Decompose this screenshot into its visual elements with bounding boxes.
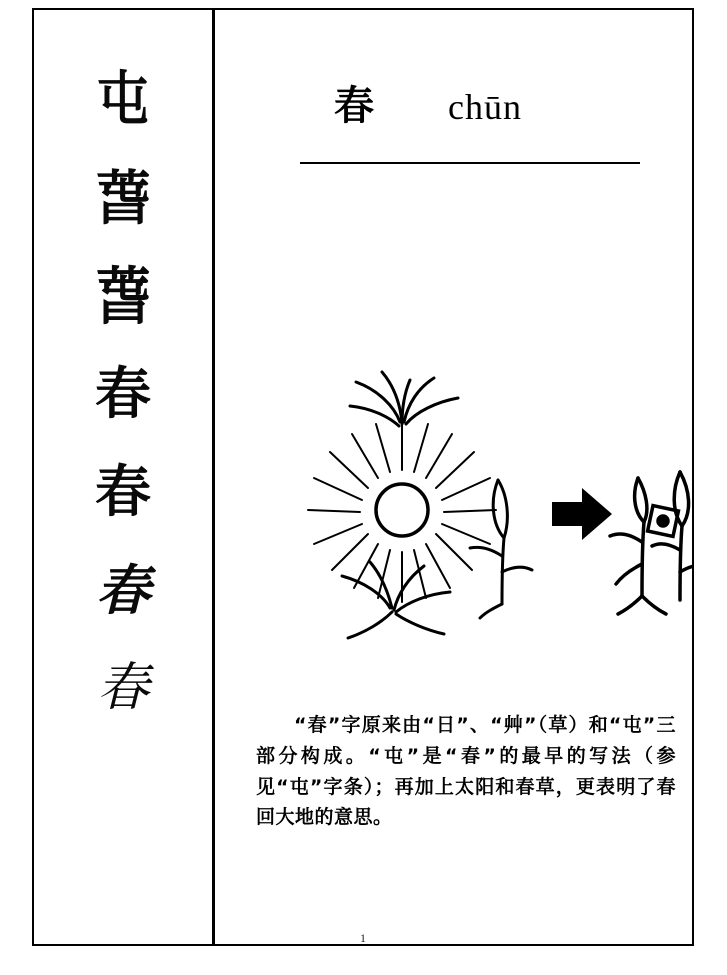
oracle-graph-chun — [610, 472, 692, 614]
script-evolution-column — [34, 10, 212, 944]
sun-rays — [308, 420, 496, 602]
script-form-oracle: 屯 — [96, 65, 149, 134]
right-arrow — [552, 488, 612, 540]
script-form-clerical: 春 — [95, 361, 151, 427]
sprout — [470, 480, 532, 618]
dictionary-page — [32, 8, 694, 946]
headword-underline — [300, 162, 640, 164]
headword-row — [216, 82, 692, 129]
etymology-note: “春”字原来由“日”、“艸”（草）和“屯”三部分构成。“屯”是“春”的最早的写法（参见“屯”字条）；再加上太阳和春草，更表明了春回大地的意思。 — [256, 714, 676, 829]
grass-lower — [342, 562, 450, 638]
script-form-cursive: 春 — [96, 658, 149, 718]
entry-panel — [216, 10, 692, 944]
script-form-running: 春 — [96, 558, 150, 622]
pinyin: chūn — [448, 87, 522, 127]
page-number: 1 — [360, 931, 366, 945]
sun-circle — [376, 484, 428, 536]
script-form-bronze: 萅 — [96, 163, 150, 233]
headword: 春 — [334, 82, 374, 129]
grass-upper — [350, 372, 458, 426]
column-divider — [212, 10, 215, 944]
script-form-seal: 萅 — [96, 259, 150, 333]
script-form-regular: 春 — [95, 459, 151, 525]
illustration — [252, 360, 692, 660]
